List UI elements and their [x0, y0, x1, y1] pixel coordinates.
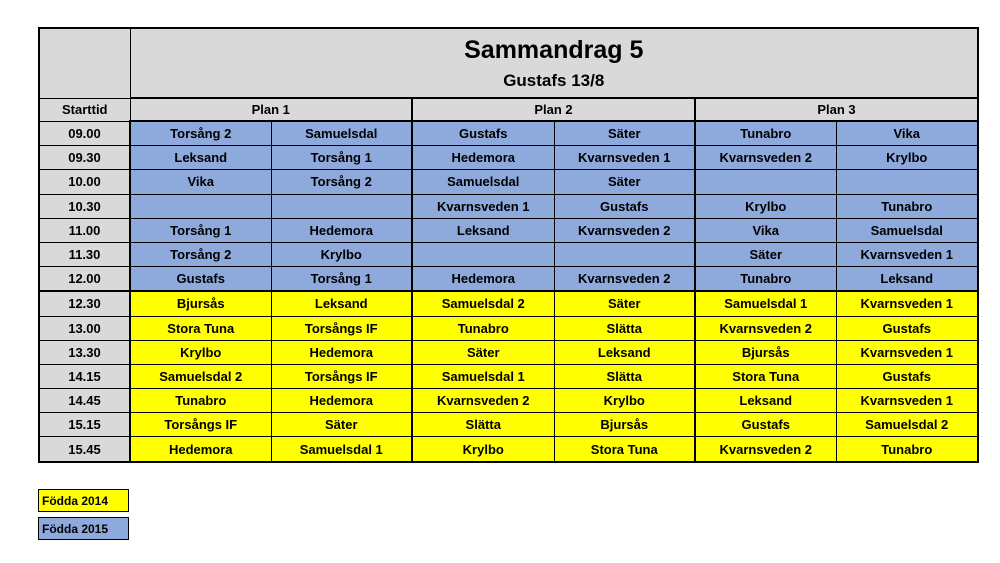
team-cell: Kvarnsveden 2 — [554, 218, 695, 242]
time-cell: 09.30 — [39, 146, 130, 170]
team-cell: Torsång 2 — [130, 242, 271, 266]
team-cell: Torsångs IF — [271, 316, 412, 340]
team-cell: Stora Tuna — [695, 364, 836, 388]
time-cell: 11.30 — [39, 242, 130, 266]
team-cell: Vika — [130, 170, 271, 194]
team-cell: Vika — [695, 218, 836, 242]
table-row — [39, 437, 978, 462]
team-cell: Gustafs — [130, 267, 271, 292]
starttid-header: Starttid — [39, 98, 130, 121]
team-cell: Torsång 2 — [271, 170, 412, 194]
team-cell: Gustafs — [412, 121, 554, 146]
table-row — [39, 121, 978, 146]
corner-cell — [39, 28, 130, 98]
table-row — [39, 316, 978, 340]
team-cell: Leksand — [836, 267, 978, 292]
team-cell: Kvarnsveden 1 — [836, 340, 978, 364]
team-cell: Leksand — [554, 340, 695, 364]
team-cell: Krylbo — [271, 242, 412, 266]
time-cell: 10.30 — [39, 194, 130, 218]
plan-3-header: Plan 3 — [695, 98, 978, 121]
team-cell — [695, 170, 836, 194]
legend-item-2014: Födda 2014 — [38, 489, 129, 512]
team-cell: Hedemora — [271, 218, 412, 242]
team-cell: Gustafs — [836, 316, 978, 340]
team-cell: Bjursås — [695, 340, 836, 364]
table-row — [39, 218, 978, 242]
team-cell: Torsångs IF — [271, 364, 412, 388]
team-cell: Stora Tuna — [554, 437, 695, 462]
team-cell: Slätta — [554, 364, 695, 388]
team-cell: Gustafs — [695, 413, 836, 437]
time-cell: 15.45 — [39, 437, 130, 462]
team-cell: Kvarnsveden 2 — [695, 146, 836, 170]
team-cell: Gustafs — [836, 364, 978, 388]
team-cell — [412, 242, 554, 266]
team-cell: Leksand — [695, 389, 836, 413]
team-cell: Torsång 2 — [130, 121, 271, 146]
table-row — [39, 364, 978, 388]
team-cell: Säter — [554, 170, 695, 194]
team-cell: Kvarnsveden 1 — [836, 242, 978, 266]
time-cell: 11.00 — [39, 218, 130, 242]
team-cell: Leksand — [130, 146, 271, 170]
team-cell: Kvarnsveden 2 — [554, 267, 695, 292]
time-cell: 10.00 — [39, 170, 130, 194]
time-cell: 13.30 — [39, 340, 130, 364]
team-cell: Tunabro — [836, 437, 978, 462]
team-cell: Hedemora — [412, 267, 554, 292]
team-cell: Kvarnsveden 1 — [836, 291, 978, 316]
team-cell: Samuelsdal 1 — [412, 364, 554, 388]
time-cell: 12.30 — [39, 291, 130, 316]
table-row — [39, 242, 978, 266]
table-row — [39, 146, 978, 170]
time-cell: 14.45 — [39, 389, 130, 413]
legend-item-2015: Födda 2015 — [38, 517, 129, 540]
team-cell: Säter — [695, 242, 836, 266]
team-cell: Hedemora — [130, 437, 271, 462]
time-cell: 14.15 — [39, 364, 130, 388]
team-cell: Kvarnsveden 2 — [695, 316, 836, 340]
team-cell: Bjursås — [130, 291, 271, 316]
team-cell: Torsång 1 — [130, 218, 271, 242]
time-cell: 15.15 — [39, 413, 130, 437]
team-cell: Tunabro — [695, 121, 836, 146]
table-row — [39, 267, 978, 292]
team-cell: Krylbo — [554, 389, 695, 413]
team-cell: Tunabro — [130, 389, 271, 413]
time-cell: 09.00 — [39, 121, 130, 146]
team-cell: Krylbo — [130, 340, 271, 364]
team-cell: Leksand — [271, 291, 412, 316]
team-cell: Samuelsdal — [271, 121, 412, 146]
team-cell: Hedemora — [271, 389, 412, 413]
team-cell — [554, 242, 695, 266]
title-cell — [130, 28, 978, 98]
team-cell: Samuelsdal 2 — [412, 291, 554, 316]
plan-1-header: Plan 1 — [130, 98, 412, 121]
team-cell: Vika — [836, 121, 978, 146]
team-cell: Stora Tuna — [130, 316, 271, 340]
page-subtitle: Gustafs 13/8 — [503, 71, 605, 90]
table-row — [39, 389, 978, 413]
team-cell: Torsång 1 — [271, 267, 412, 292]
team-cell: Krylbo — [836, 146, 978, 170]
team-cell — [836, 170, 978, 194]
team-cell: Säter — [554, 121, 695, 146]
page-title: Sammandrag 5 — [464, 36, 644, 64]
team-cell: Hedemora — [412, 146, 554, 170]
table-row — [39, 291, 978, 316]
team-cell: Leksand — [412, 218, 554, 242]
table-row — [39, 340, 978, 364]
team-cell: Gustafs — [554, 194, 695, 218]
table-row — [39, 170, 978, 194]
team-cell: Kvarnsveden 1 — [412, 194, 554, 218]
team-cell: Hedemora — [271, 340, 412, 364]
plan-2-header: Plan 2 — [412, 98, 695, 121]
time-cell: 12.00 — [39, 267, 130, 292]
team-cell: Kvarnsveden 2 — [412, 389, 554, 413]
team-cell: Kvarnsveden 1 — [836, 389, 978, 413]
team-cell: Krylbo — [412, 437, 554, 462]
team-cell: Kvarnsveden 1 — [554, 146, 695, 170]
team-cell — [271, 194, 412, 218]
team-cell: Samuelsdal 1 — [271, 437, 412, 462]
team-cell: Krylbo — [695, 194, 836, 218]
schedule-table — [38, 27, 979, 463]
team-cell: Samuelsdal — [836, 218, 978, 242]
table-row — [39, 194, 978, 218]
team-cell: Säter — [554, 291, 695, 316]
team-cell: Samuelsdal 2 — [836, 413, 978, 437]
team-cell: Torsång 1 — [271, 146, 412, 170]
team-cell: Slätta — [554, 316, 695, 340]
team-cell: Samuelsdal 1 — [695, 291, 836, 316]
team-cell: Torsångs IF — [130, 413, 271, 437]
team-cell: Tunabro — [836, 194, 978, 218]
team-cell: Säter — [412, 340, 554, 364]
team-cell: Säter — [271, 413, 412, 437]
team-cell: Tunabro — [412, 316, 554, 340]
team-cell: Samuelsdal 2 — [130, 364, 271, 388]
team-cell: Kvarnsveden 2 — [695, 437, 836, 462]
team-cell — [130, 194, 271, 218]
time-cell: 13.00 — [39, 316, 130, 340]
team-cell: Tunabro — [695, 267, 836, 292]
table-row — [39, 413, 978, 437]
team-cell: Bjursås — [554, 413, 695, 437]
team-cell: Slätta — [412, 413, 554, 437]
team-cell: Samuelsdal — [412, 170, 554, 194]
